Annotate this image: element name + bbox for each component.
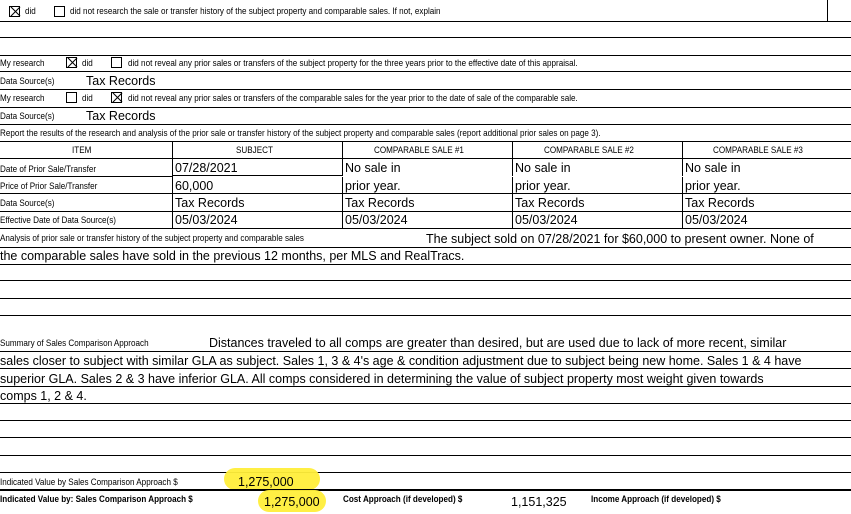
comp3-value: Tax Records <box>685 196 755 210</box>
income-approach-label: Income Approach (if developed) $ <box>591 494 721 504</box>
data-source-value: Tax Records <box>86 74 156 88</box>
subject-value: Tax Records <box>175 196 245 210</box>
comps-did-checkbox[interactable] <box>66 92 77 103</box>
subject-value: 05/03/2024 <box>175 213 238 227</box>
sales-approach-value: 1,275,000 <box>264 495 320 509</box>
comp1-value: 05/03/2024 <box>345 213 408 227</box>
comp3-value: prior year. <box>685 179 741 193</box>
row-item-label: Effective Date of Data Source(s) <box>0 215 117 225</box>
analysis-line-1: The subject sold on 07/28/2021 for $60,000 to present owner. None of <box>426 232 814 246</box>
subject-did-not-checkbox[interactable] <box>111 57 122 68</box>
my-research-label: My research <box>0 58 45 68</box>
cost-approach-label: Cost Approach (if developed) $ <box>343 494 463 504</box>
subject-did-checkbox[interactable] <box>66 57 77 68</box>
summary-line-2: sales closer to subject with similar GLA as subject. Sales 1, 3 & 4's age & condition adjustment due to subject being new home. Sales 1 & 4 have <box>0 354 802 368</box>
comp3-value: No sale in <box>685 161 741 175</box>
comp1-value: prior year. <box>345 179 401 193</box>
report-instructions: Report the results of the research and analysis of the prior sale or transfer history of the subject property and comparable sales (report additional prior sales on page 3). <box>0 128 601 138</box>
comp3-value: 05/03/2024 <box>685 213 748 227</box>
header-comp3: COMPARABLE SALE #3 <box>713 145 803 155</box>
row-item-label: Price of Prior Sale/Transfer <box>0 181 98 191</box>
data-source-value: Tax Records <box>86 109 156 123</box>
header-comp2: COMPARABLE SALE #2 <box>544 145 634 155</box>
comp2-value: No sale in <box>515 161 571 175</box>
header-item: ITEM <box>72 145 92 155</box>
summary-line-4: comps 1, 2 & 4. <box>0 389 87 403</box>
analysis-label: Analysis of prior sale or transfer history of the subject property and comparable sales <box>0 233 304 243</box>
data-source-label: Data Source(s) <box>0 76 55 86</box>
did-research-checkbox[interactable] <box>9 6 20 17</box>
data-source-label: Data Source(s) <box>0 111 55 121</box>
sales-approach-label: Indicated Value by: Sales Comparison Approach $ <box>0 494 193 504</box>
comps-did-label: did <box>82 93 93 103</box>
my-research-label: My research <box>0 93 45 103</box>
indicated-value-label: Indicated Value by Sales Comparison Approach $ <box>0 477 178 487</box>
subject-did-not-text: did not reveal any prior sales or transfers of the subject property for the three years prior to the effective date of this appraisal. <box>128 58 578 68</box>
header-subject: SUBJECT <box>236 145 273 155</box>
comp2-value: prior year. <box>515 179 571 193</box>
summary-line-1: Distances traveled to all comps are greater than desired, but are used due to lack of more recent, similar <box>209 336 787 350</box>
subject-did-label: did <box>82 58 93 68</box>
did-not-research-text: did not research the sale or transfer history of the subject property and comparable sales. If not, explain <box>70 6 441 16</box>
indicated-value: 1,275,000 <box>238 475 294 489</box>
comp2-value: 05/03/2024 <box>515 213 578 227</box>
comp1-value: Tax Records <box>345 196 415 210</box>
comp1-value: No sale in <box>345 161 401 175</box>
did-label: did <box>25 6 36 16</box>
comp2-value: Tax Records <box>515 196 585 210</box>
summary-line-3: superior GLA. Sales 2 & 3 have inferior GLA. All comps considered in determining the value of subject property most weight given towards <box>0 372 764 386</box>
comps-did-not-text: did not reveal any prior sales or transfers of the comparable sales for the year prior to the date of sale of the comparable sale. <box>128 93 578 103</box>
subject-value: 60,000 <box>175 179 214 193</box>
cost-approach-value: 1,151,325 <box>511 495 567 509</box>
row-item-label: Data Source(s) <box>0 198 55 208</box>
did-not-research-checkbox[interactable] <box>54 6 65 17</box>
summary-label: Summary of Sales Comparison Approach <box>0 338 149 348</box>
subject-value: 07/28/2021 <box>175 161 238 175</box>
comps-did-not-checkbox[interactable] <box>111 92 122 103</box>
row-item-label: Date of Prior Sale/Transfer <box>0 164 97 174</box>
header-comp1: COMPARABLE SALE #1 <box>374 145 464 155</box>
analysis-line-2: the comparable sales have sold in the previous 12 months, per MLS and RealTracs. <box>0 249 465 263</box>
